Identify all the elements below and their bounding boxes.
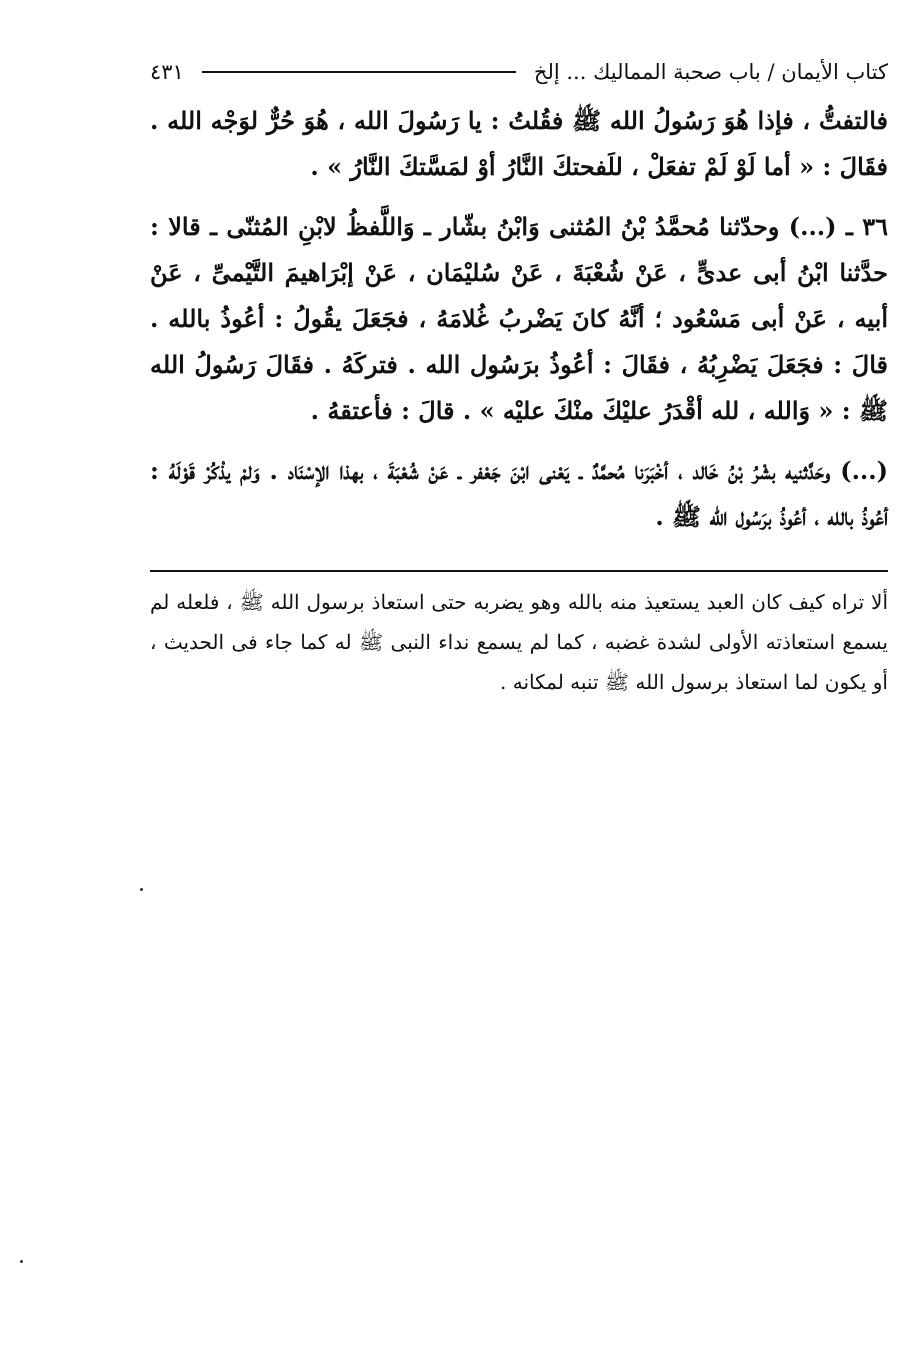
- hadith-paragraph-2: ٣٦ ـ (...) وحدّثنا مُحمَّدُ بْنُ المُثنى وَابْنُ بشّار ـ وَاللَّفظُ لابْنِ المُثنّى ـ قالا : حدَّثنا ابْنُ أبى عدىٍّ ، عَنْ شُعْبَةَ ، عَنْ سُليْمَان ، عَنْ إبْرَاهيمَ التَّيْمىِّ ، عَنْ أبيه ، عَنْ أبى مَسْعُود ؛ أنَّهُ كانَ يَضْربُ غُلامَهُ ، فجَعَلَ يقُولُ : أعُوذُ بالله . قالَ : فجَعَلَ يَضْرِبُهُ ، فقَالَ : أعُوذُ برَسُول الله . فتركَهُ . فقَالَ رَسُولُ الله ﷺ : « وَالله ، لله أقْدَرُ عليْكَ منْكَ عليْه » . قالَ : فأعتقهُ .: [150, 212, 888, 425]
- header-rule: [202, 71, 516, 73]
- header-title: كتاب الأيمان / باب صحبة المماليك ... إلخ: [533, 60, 888, 84]
- footnote-divider: [150, 570, 888, 572]
- book-page: [150, 52, 888, 702]
- scan-speck: [20, 1260, 23, 1263]
- footnote: [150, 582, 888, 702]
- main-text: [150, 98, 888, 540]
- running-header: [150, 52, 888, 92]
- page-number: ٤٣١: [150, 60, 184, 84]
- footnote-text: ألا تراه كيف كان العبد يستعيذ منه بالله وهو يضربه حتى استعاذ برسول الله ﷺ ، فلعله لم يسمع استعاذته الأولى لشدة غضبه ، كما لم يسمع نداء النبى ﷺ له كما جاء فى الحديث ، أو يكون لما استعاذ برسول الله ﷺ تنبه لمكانه .: [150, 590, 888, 694]
- hadith-paragraph-1: فالتفتُّ ، فإذا هُوَ رَسُولُ الله ﷺ فقُلتُ : يا رَسُولَ الله ، هُوَ حُرٌّ لوَجْه الله . فقَالَ : « أما لَوْ لَمْ تفعَلْ ، للَفحتكَ النَّارُ أوْ لمَسَّتكَ النَّارُ » .: [150, 106, 888, 181]
- scan-speck: [140, 888, 143, 891]
- hadith-paragraph-3: (...) وحَدَّثنيه بشْرُ بْنُ خَالد ، أخْبَرَنا مُحمَّدٌ ـ يَعْنى ابْنَ جَعْفر ـ عَنْ شُعْبَةَ ، بهذا الإسْنَاد . وَلمْ يذْكُرْ قَوْلَهُ : أعُوذُ بالله ، أعُوذُ برَسُول الله ﷺ .: [150, 456, 888, 531]
